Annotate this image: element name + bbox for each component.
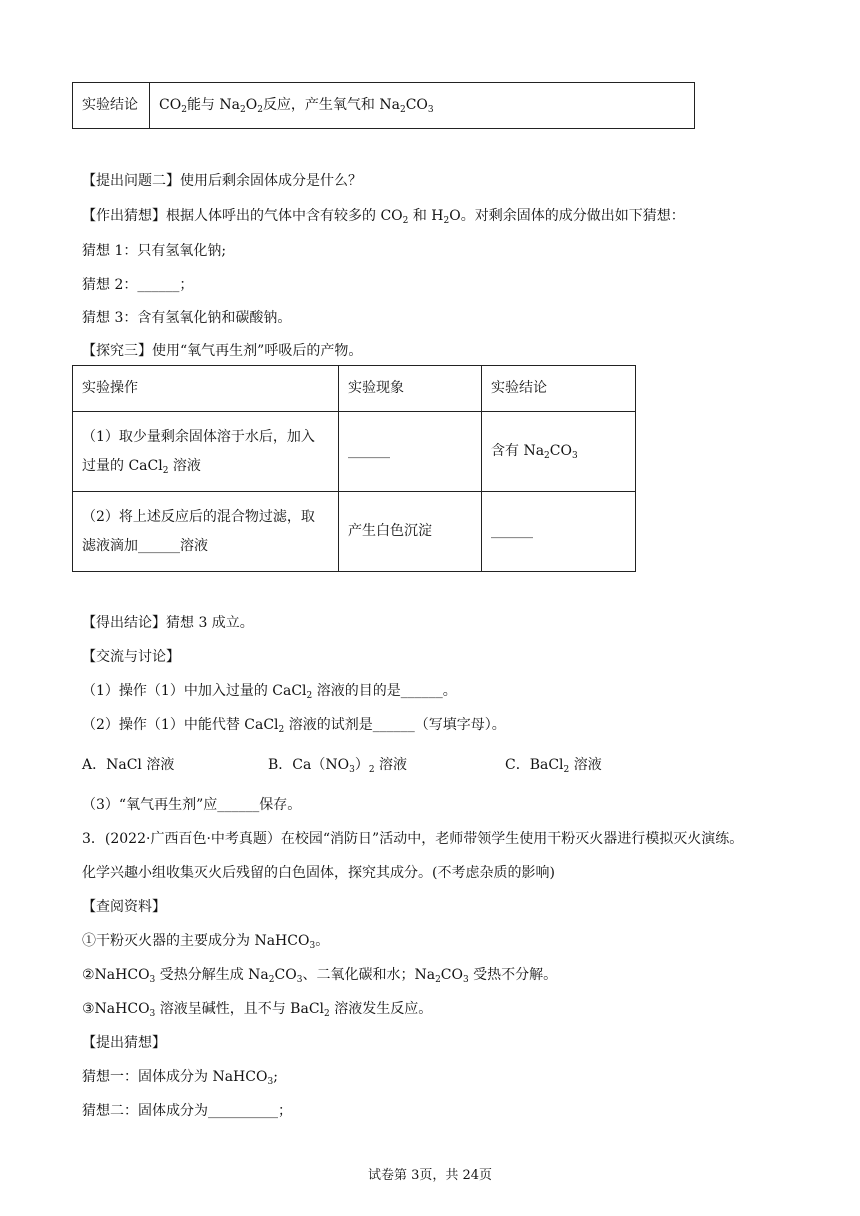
header-operation: 实验操作 <box>73 366 339 412</box>
reference-title: 【查阅资料】 <box>82 899 166 915</box>
page-footer: 试卷第 3页，共 24页 <box>367 1168 493 1183</box>
row2-phenomenon: 产生白色沉淀 <box>339 492 482 572</box>
conclusion-line: 【得出结论】猜想 3 成立。 <box>82 615 254 631</box>
guess-1: 猜想 1：只有氢氧化钠; <box>82 243 227 259</box>
hypothesis-line: 【作出猜想】根据人体呼出的气体中含有较多的 $CO_2$ 和 $H_2O$。对剩余固体的成分做出如下猜想： <box>82 208 685 226</box>
row1-operation: （1）取少量剩余固体溶于水后，加入 过量的 CaCl$_2$ 溶液 <box>73 412 339 492</box>
guess-two: 猜想二：固体成分为__________； <box>82 1103 292 1119</box>
discussion-title: 【交流与讨论】 <box>82 649 180 665</box>
reference-1: ①干粉灭火器的主要成分为 NaHCO$_3$。 <box>82 933 330 951</box>
header-phenomenon: 实验现象 <box>339 366 482 412</box>
discussion-3: （3）“氧气再生剂”应______保存。 <box>82 797 302 813</box>
conclusion-content: $CO_2$能与 $Na_2O_2$反应，产生氧气和 $Na_2CO_3$ <box>150 83 695 129</box>
conclusion-label: 实验结论 <box>73 83 150 129</box>
option-c: C．BaCl$_2$ 溶液 <box>505 757 602 775</box>
row1-conclusion: 含有 $Na_2CO_3$ <box>482 412 636 492</box>
question-3-line-2: 化学兴趣小组收集灭火后残留的白色固体，探究其成分。(不考虑杂质的影响) <box>82 865 555 881</box>
discussion-2: （2）操作（1）中能代替 CaCl$_2$ 溶液的试剂是______（写填字母）。 <box>82 717 506 735</box>
reference-2: ②NaHCO$_3$ 受热分解生成 $Na_2CO_3$、二氧化碳和水；$Na_2CO_3$ 受热不分解。 <box>82 967 558 985</box>
row1-phenomenon: ______ <box>339 412 482 492</box>
guess-2: 猜想 2：______； <box>82 277 194 293</box>
header-conclusion: 实验结论 <box>482 366 636 412</box>
question-3-line-1: 3．(2022·广西百色·中考真题）在校园“消防日”活动中，老师带领学生使用干粉灭火器进行模拟灭火演练。 <box>82 831 744 847</box>
option-b: B．$Ca(NO_3)_2$ 溶液 <box>268 757 407 775</box>
reference-3: ③NaHCO$_3$ 溶液呈碱性，且不与 BaCl$_2$ 溶液发生反应。 <box>82 1001 433 1019</box>
discussion-1: （1）操作（1）中加入过量的 CaCl$_2$ 溶液的目的是______。 <box>82 683 457 701</box>
experiment-table <box>72 365 636 572</box>
row2-conclusion: ______ <box>482 492 636 572</box>
explore-three-title: 【探究三】使用“氧气再生剂”呼吸后的产物。 <box>82 343 363 359</box>
guess-one: 猜想一：固体成分为 NaHCO$_3$; <box>82 1069 278 1087</box>
guess-section-title: 【提出猜想】 <box>82 1035 166 1051</box>
conclusion-table <box>72 82 695 129</box>
guess-3: 猜想 3：含有氢氧化钠和碳酸钠。 <box>82 310 292 326</box>
row2-operation: （2）将上述反应后的混合物过滤，取 滤液滴加______溶液 <box>73 492 339 572</box>
option-a: A．NaCl 溶液 <box>82 757 175 773</box>
question-two-title: 【提出问题二】使用后剩余固体成分是什么？ <box>82 173 362 189</box>
